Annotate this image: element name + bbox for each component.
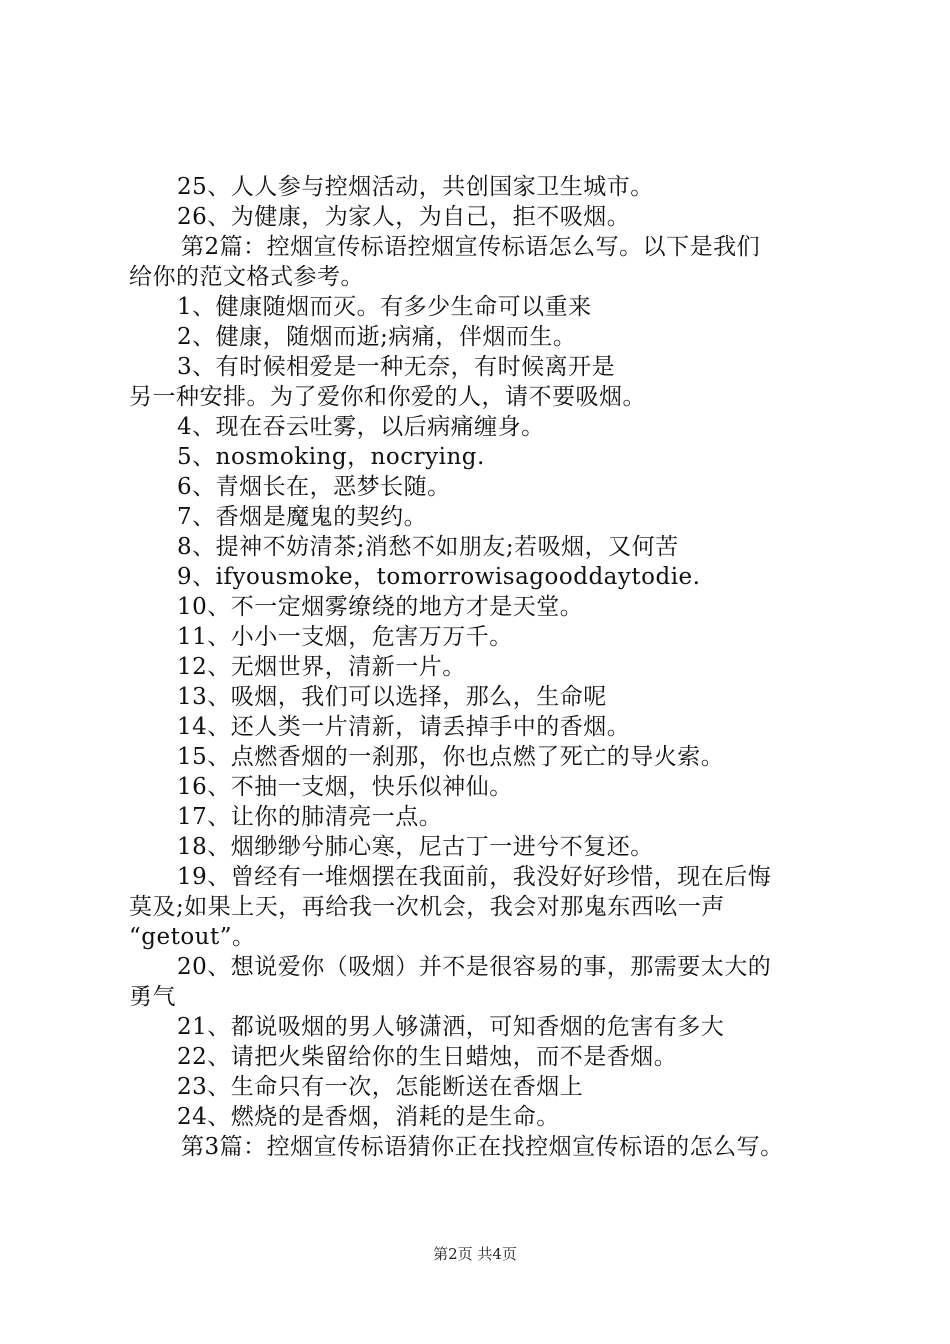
text-line: 3、有时候相爱是一种无奈，有时候离开是 (177, 354, 616, 380)
text-line: 25、人人参与控烟活动，共创国家卫生城市。 (177, 174, 654, 200)
text-line: 15、点燃香烟的一刹那，你也点燃了死亡的导火索。 (177, 744, 725, 770)
text-line: 26、为健康，为家人，为自己，拒不吸烟。 (177, 204, 631, 230)
text-line: 16、不抽一支烟，快乐似神仙。 (177, 774, 513, 800)
text-line: 21、都说吸烟的男人够潇洒，可知香烟的危害有多大 (177, 1014, 725, 1040)
text-line: 10、不一定烟雾缭绕的地方才是天堂。 (177, 594, 584, 620)
text-line: 20、想说爱你（吸烟）并不是很容易的事，那需要太大的 (177, 954, 772, 980)
text-line: 给你的范文格式参考。 (129, 264, 364, 290)
text-line: 第2篇：控烟宣传标语控烟宣传标语怎么写。以下是我们 (181, 234, 761, 260)
text-line: 17、让你的肺清亮一点。 (177, 804, 443, 830)
text-line: 19、曾经有一堆烟摆在我面前，我没好好珍惜，现在后悔 (177, 864, 772, 890)
page-footer: 第2页 共4页 (433, 1245, 517, 1263)
text-line: 22、请把火柴留给你的生日蜡烛，而不是香烟。 (177, 1044, 678, 1070)
text-line: 第3篇：控烟宣传标语猜你正在找控烟宣传标语的怎么写。 (181, 1134, 784, 1160)
text-line: 莫及;如果上天，再给我一次机会，我会对那鬼东西吆一声 (129, 894, 725, 920)
text-line: 2、健康，随烟而逝;病痛，伴烟而生。 (177, 324, 577, 350)
text-line: 8、提神不妨清茶;消愁不如朋友;若吸烟，又何苦 (177, 534, 679, 560)
text-line: 18、烟缈缈兮肺心寒，尼古丁一进兮不复还。 (177, 834, 654, 860)
text-line: 1、健康随烟而灭。有多少生命可以重来 (177, 294, 592, 320)
text-line: 13、吸烟，我们可以选择，那么，生命呢 (177, 684, 607, 710)
text-line: 24、燃烧的是香烟，消耗的是生命。 (177, 1104, 560, 1130)
text-line: 14、还人类一片清新，请丢掉手中的香烟。 (177, 714, 631, 740)
text-line: 4、现在吞云吐雾，以后病痛缠身。 (177, 414, 545, 440)
text-line: 9、ifyousmoke，tomorrowisagooddaytodie. (177, 564, 701, 590)
text-line: 5、nosmoking，nocrying. (177, 444, 485, 470)
text-line: “getout”。 (129, 924, 256, 950)
text-line: 7、香烟是魔鬼的契约。 (177, 504, 428, 530)
text-line: 11、小小一支烟，危害万万千。 (177, 624, 513, 650)
document-body (129, 172, 849, 1162)
text-line: 12、无烟世界，清新一片。 (177, 654, 466, 680)
text-line: 23、生命只有一次，怎能断送在香烟上 (177, 1074, 584, 1100)
text-line: 6、青烟长在，恶梦长随。 (177, 474, 451, 500)
text-line: 另一种安排。为了爱你和你爱的人，请不要吸烟。 (129, 384, 646, 410)
text-line: 勇气 (129, 984, 176, 1010)
